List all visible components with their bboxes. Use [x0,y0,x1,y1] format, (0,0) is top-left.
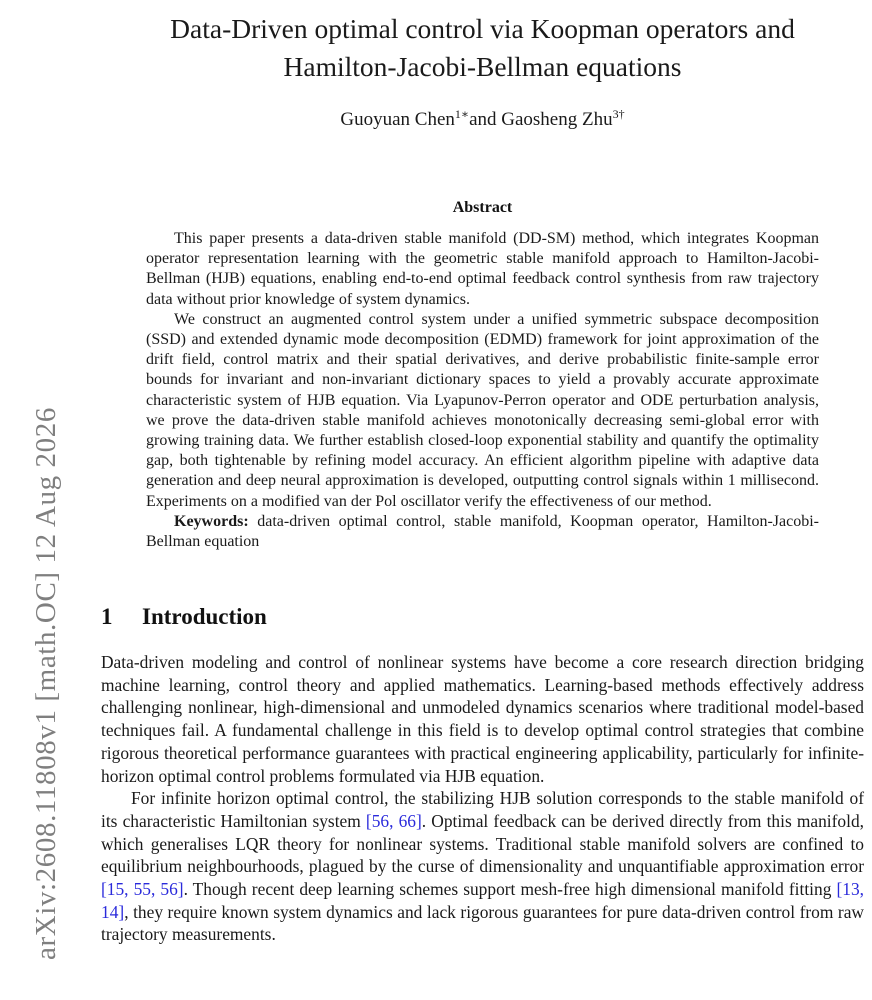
citation-link[interactable]: [56, 66] [365,810,422,831]
keywords [146,512,819,552]
introduction-body [101,651,864,946]
citation-link[interactable]: [15, 55, 56] [101,879,184,900]
paper-title-line-2: Hamilton-Jacobi-Bellman equations [283,51,682,82]
author-list [110,107,855,133]
keywords-list: data-driven optimal control, stable manifold, Koopman operator, Hamilton-Jacobi-Bellman equation [146,512,820,551]
body-text-run: For infinite horizon optimal control, the stabilizing HJB solution corresponds to the stable manifold of its characteristic Hamiltonian system [101,788,864,831]
section-number: 1 [101,604,113,629]
body-text-run: . Optimal feedback can be derived directly from this manifold, which generalises LQR theory for nonlinear systems. Traditional stable manifold solvers are confined to equilibrium neighbourhoods, plagued by the curse of dimensionality and unquantifiable approximation error [101,810,864,877]
paper-title [110,10,855,86]
arxiv-identifier: arXiv:2608.11808v1 [math.OC] 12 Aug 2026 [30,407,62,960]
abstract-body [146,229,819,552]
abstract-paragraph: This paper presents a data-driven stable manifold (DD-SM) method, which integrates Koopman operator representation learning with the geometric stable manifold approach to Hamilton-Jacobi-Bellman (HJB) equations, enabling end-to-end optimal feedback control synthesis from raw trajectory data without prior knowledge of system dynamics. [146,230,819,308]
body-paragraph [101,787,864,946]
abstract-paragraph: We construct an augmented control system under a unified symmetric subspace decomposition (SSD) and extended dynamic mode decomposition (EDMD) framework for joint approximation of the drift field, control matrix and their spatial derivatives, and derive probabilistic finite-sample error bounds for invariant and non-invariant dictionary spaces to yield a provably accurate approximate characteristic system of HJB equation. Via Lyapunov-Perron operator and ODE perturbation analysis, we prove the data-driven stable manifold achieves monotonically decreasing semi-global error with growing training data. We further establish closed-loop exponential stability and quantify the optimality gap, both tightenable by refining model accuracy. An efficient algorithm pipeline with adaptive data generation and deep neural approximation is developed, outputting control signals within 1 millisecond. Experiments on a modified van der Pol oscillator verify the effectiveness of our method. [146,310,819,510]
section-title: Introduction [142,604,267,629]
affiliation-mark: 3† [612,107,625,121]
body-text-run: . Though recent deep learning schemes support mesh-free high dimensional manifold fitting [183,879,837,900]
section-heading [101,604,267,630]
abstract-heading: Abstract [452,199,513,216]
citation-link[interactable]: [13, 14] [101,879,864,922]
affiliation-mark: 1∗ [454,107,470,121]
keywords-label: Keywords: [174,512,249,530]
author-name: Gaosheng Zhu [501,109,613,130]
paper-title-line-1: Data-Driven optimal control via Koopman operators and [170,13,795,44]
author-connector: and [469,109,497,130]
body-text-run: , they require known system dynamics and lack rigorous guarantees for pure data-driven control from raw trajectory measurements. [101,901,864,945]
body-paragraph: Data-driven modeling and control of nonlinear systems have become a core research direction bridging machine learning, control theory and applied mathematics. Learning-based methods effectively address challenging nonlinear, high-dimensional and unmodeled dynamics scenarios where traditional model-based techniques fail. A fundamental challenge in this field is to develop optimal control strategies that combine rigorous theoretical performance guarantees with practical engineering applicability, particularly for infinite-horizon optimal control problems formulated via HJB equation. [101,652,864,786]
author-name: Guoyuan Chen [340,109,455,130]
